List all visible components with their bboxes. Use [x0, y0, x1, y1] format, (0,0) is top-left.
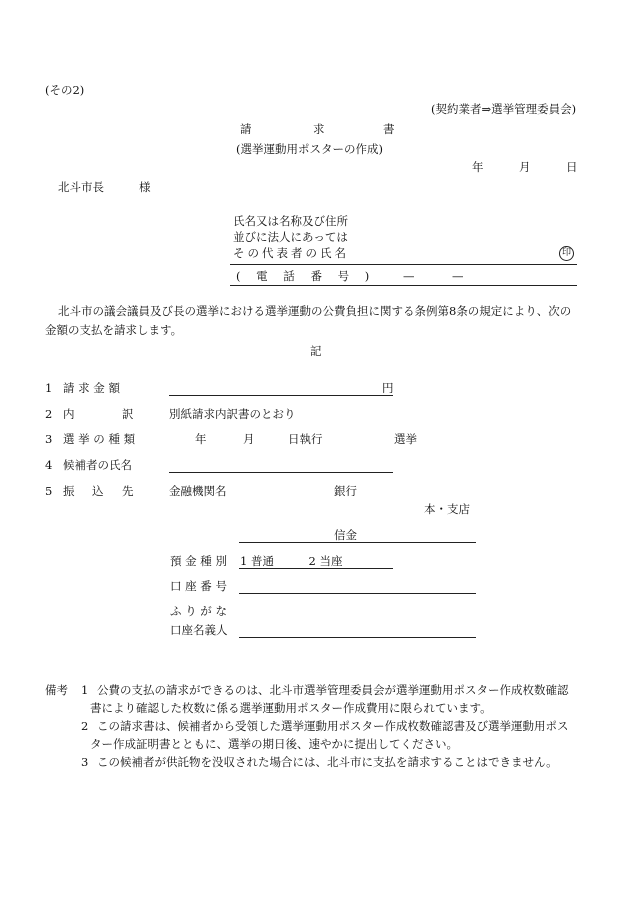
remark-2-line2: ター作成証明書とともに、選挙の期日後、速やかに提出してください。 [90, 737, 458, 751]
date-day: 日 [566, 160, 578, 174]
remark-2-line1: この請求書は、候補者から受領した選挙運動用ポスター作成枚数確認書及び選挙運動用ポス [97, 719, 569, 733]
item5-number: 5 [45, 484, 53, 498]
remark-1-line1: 公費の支払の請求ができるのは、北斗市選挙管理委員会が選挙運動用ポスター作成枚数確認 [97, 683, 569, 697]
phone-dash-1: — [403, 269, 415, 283]
item5-label-2: 込 [92, 484, 104, 498]
election-year: 年 [195, 432, 207, 446]
route-note: (契約業者⇒選挙管理委員会) [431, 102, 577, 116]
name-underline [230, 264, 577, 265]
item4-label: 候補者の氏名 [63, 458, 132, 472]
deposit-type-label: 預 金 種 別 [170, 554, 227, 568]
item2-number: 2 [45, 407, 53, 421]
item2-label-1: 内 [63, 407, 75, 421]
item2-label-2: 訳 [122, 407, 134, 421]
ki-mark: 記 [310, 344, 322, 358]
addressee: 北斗市長 [58, 180, 104, 194]
title-char-2: 求 [313, 122, 325, 136]
bank-label: 金融機関名 [169, 484, 227, 498]
election-month: 月 [243, 432, 255, 446]
phone-label: ( 電 話 番 号 ) [236, 269, 376, 283]
applicant-label-line2: 並びに法人にあっては [233, 230, 348, 244]
remark-1-number: 1 [81, 683, 89, 697]
item4-number: 4 [45, 458, 53, 472]
applicant-label-line3: その代表者の氏名 [233, 246, 349, 260]
account-holder-field[interactable] [239, 637, 476, 638]
bank-name-field[interactable] [239, 542, 476, 543]
date-year: 年 [472, 160, 484, 174]
body-text-line1: 北斗市の議会議員及び長の選挙における選挙運動の公費負担に関する条例第8条の規定により、次の [58, 304, 572, 318]
remark-3-number: 3 [81, 755, 89, 769]
body-text-line2: 金額の支払を請求します。 [45, 323, 183, 337]
item5-label-1: 振 [63, 484, 75, 498]
account-number-label: 口 座 番 号 [170, 579, 227, 593]
item1-number: 1 [45, 381, 53, 395]
branch-label: 本・支店 [424, 502, 470, 516]
account-number-field[interactable] [239, 593, 476, 594]
honorific: 様 [139, 180, 151, 194]
election-suffix: 選挙 [394, 432, 417, 446]
date-month: 月 [519, 160, 531, 174]
phone-dash-2: — [452, 269, 464, 283]
form-number: (その2) [45, 83, 85, 97]
deposit-type-underline [239, 568, 393, 569]
election-day: 日執行 [288, 432, 323, 446]
yen-unit: 円 [382, 381, 394, 395]
remark-3-line1: この候補者が供託物を没収された場合には、北斗市に支払を請求することはできません。 [97, 755, 558, 769]
remark-1-line2: 書により確認した枚数に係る選挙運動用ポスター作成費用に限られています。 [90, 701, 492, 715]
shinkin-label: 信金 [334, 528, 357, 542]
bank-suffix: 銀行 [334, 484, 357, 498]
title-char-1: 請 [240, 122, 252, 136]
item1-label: 請 求 金 額 [63, 381, 120, 395]
seal-mark: 印 [559, 246, 574, 261]
phone-underline [230, 285, 577, 286]
remarks-heading: 備考 [45, 683, 68, 697]
furigana-label: ふ り が な [170, 604, 227, 618]
applicant-label-line1: 氏名又は名称及び住所 [233, 214, 348, 228]
candidate-name-field[interactable] [169, 472, 393, 473]
breakdown-value: 別紙請求内訳書のとおり [169, 407, 296, 421]
item3-number: 3 [45, 432, 53, 446]
amount-field[interactable] [169, 395, 393, 396]
title-char-3: 書 [383, 122, 395, 136]
account-holder-label: 口座名義人 [170, 623, 228, 637]
deposit-type-options: 1 普通 2 当座 [240, 554, 343, 568]
remark-2-number: 2 [81, 719, 89, 733]
subtitle: (選挙運動用ポスターの作成) [236, 142, 383, 156]
item5-label-3: 先 [122, 484, 134, 498]
item3-label: 選 挙 の 種 類 [63, 432, 136, 446]
